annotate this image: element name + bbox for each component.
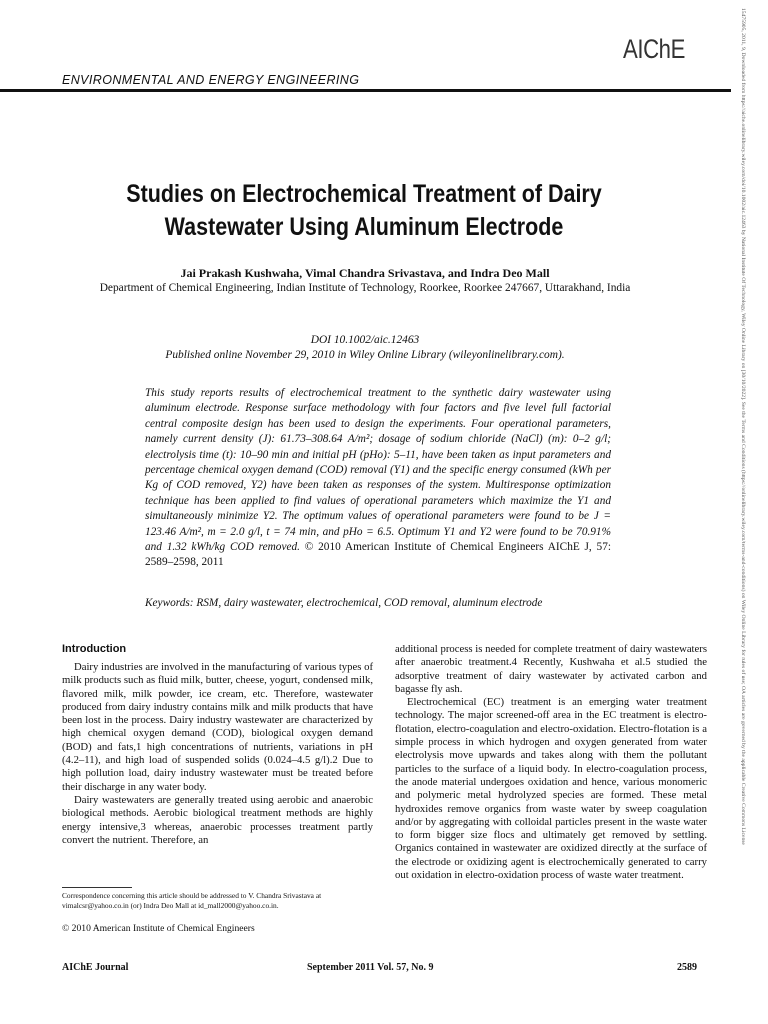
abstract-text: This study reports results of electrochemical treatment to the synthetic dairy wastewater using aluminum electrode. Response surface methodology with four factors and five level full factorial central composite design has been used to design the experiments. Four operational parameters, namely current density (J): 61.73–308.64 A/m²; dosage of sodium chloride (NaCl) (m): 0–2 g/l; electrolysis time (t): 10–90 min and initial pH (pHo): 5–11, have been taken as input parameters and percentage chemical oxygen demand (COD) removal (Y1) and the specific energy consumed (kWh per Kg of COD removed, Y2) have been taken as responses of the system. Multiresponse optimization technique has been applied to find values of operational parameters which maximize the Y1 and simultaneously minimize Y2. The optimum values of operational parameters were found to be J = 123.46 A/m², m = 2.0 g/l, t = 74 min, and pHo = 6.5. Optimum Y1 and Y2 were found to be 70.91% and 1.32 kWh/kg COD removed. <box>145 387 611 554</box>
right-column <box>395 643 707 882</box>
abstract-copyright: © 2010 American Institute of Chemical Engineers AIChE J, 57: 2589–2598, 2011 <box>145 541 611 569</box>
copyright-line: © 2010 American Institute of Chemical Engineers <box>62 923 255 934</box>
aiche-logo: AIChE <box>623 34 685 64</box>
left-column <box>62 661 373 847</box>
title-line-2: Wastewater Using Aluminum Electrode <box>164 213 564 241</box>
right-paragraph-2: Electrochemical (EC) treatment is an emerging water treatment technology. The major screened-off area in the EC treatment is electro-flotation, electro-coagulation and electro-oxidation. Electro-flotation is a simple process in which hydrogen and oxygen generated from water electrolysis move upwards and takes along with them the pollutant particles to the surface of a liquid body. In electro-coagulation process, the anode material undergoes oxidation and hence, various monomeric and polymeric metal hydrolyzed species are formed. These metal hydroxides remove organics from waste water by sweep coagulation and/or by aggregating with colloidal particles present in the waste water to form bigger size flocs and ultimately get removed by settling. Organics contained in wastewater are oxidized directly at the surface of the electrode or oxidizing agent is electrochemically generated to carry out oxidation in electro-oxidation process of waste water treatment. <box>395 696 707 882</box>
article-title <box>40 178 688 244</box>
section-heading: ENVIRONMENTAL AND ENERGY ENGINEERING <box>62 73 360 87</box>
left-paragraph-1: Dairy industries are involved in the manufacturing of various types of milk products such as fluid milk, butter, cheese, yogurt, condensed milk, flavored milk, milk powder, ice cream, etc. Therefore, wastewater produced from dairy industry contains milk and milk products that have been lost in the process. Dairy industry wastewater are characterized by high chemical oxygen demand (COD), biological oxygen demand (BOD) and fats,1 high concentrations of nutrients, variations in pH (4.2–11), and high load of suspended solids (0.024–4.5 g/l).2 Due to high pollution load, dairy industry wastewater must be treated before their discharge in any water body. <box>62 661 373 793</box>
abstract <box>145 386 611 571</box>
author-list: Jai Prakash Kushwaha, Vimal Chandra Srivastava, and Indra Deo Mall <box>180 266 550 280</box>
doi-line: DOI 10.1002/aic.12463 <box>310 334 420 346</box>
keywords: Keywords: RSM, dairy wastewater, electrochemical, COD removal, aluminum electrode <box>145 597 543 609</box>
published-line: Published online November 29, 2010 in Wiley Online Library (wileyonlinelibrary.com). <box>165 349 565 361</box>
title-line-1: Studies on Electrochemical Treatment of Dairy <box>126 180 602 208</box>
footer-journal: AIChE Journal <box>62 962 129 973</box>
correspondence-footnote: Correspondence concerning this article should be addressed to V. Chandra Srivastava at vimalcsr@yahoo.co.in (or) Indra Deo Mall at id_mall2000@yahoo.co.in. <box>62 891 322 910</box>
footer-issue: September 2011 Vol. 57, No. 9 <box>307 962 434 973</box>
right-paragraph-1: additional process is needed for complete treatment of dairy wastewaters after anaerobic treatment.4 Recently, Kushwaha et al.5 studied the adsorptive treatment of dairy wastewater by activated carbon and bagasse fly ash. <box>395 643 707 695</box>
left-paragraph-2: Dairy wastewaters are generally treated using aerobic and anaerobic biological methods. Aerobic biological treatment methods are highly energy intensive,3 whereas, anaerobic processes treatment partly convert the nutrient. Therefore, an <box>62 793 373 846</box>
footer-page-number: 2589 <box>677 962 697 973</box>
download-watermark: 15475905, 2011, 9, Downloaded from https://aiche.onlinelibrary.wiley.com/doi/10.1002/aic.12463 by National Institute Of Technology, Wiley Online Library on [30/10/2022]. See the Terms and Conditions (https://onlinelibrary.wiley.com/terms-and-conditions) on Wiley Online Library for rules of use; OA articles are governed by the applicable Creative Commons License <box>740 8 746 845</box>
header-rule <box>0 89 731 92</box>
footnote-rule <box>62 887 132 888</box>
affiliation: Department of Chemical Engineering, Indian Institute of Technology, Roorkee, Roorkee 247667, Uttarakhand, India <box>99 282 631 294</box>
introduction-heading: Introduction <box>62 643 127 655</box>
